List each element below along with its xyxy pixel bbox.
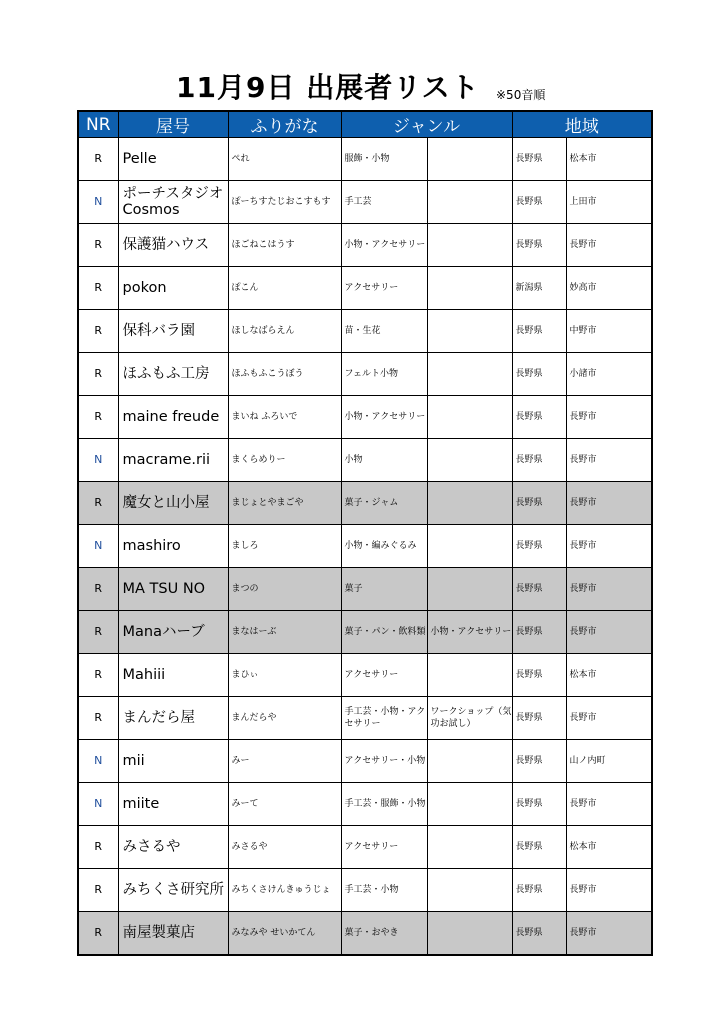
city: 松本市 (566, 654, 652, 697)
genre-primary: 服飾・小物 (341, 138, 427, 181)
genre-secondary (427, 740, 512, 783)
genre-secondary (427, 138, 512, 181)
genre-primary: 菓子・ジャム (341, 482, 427, 525)
table-row (78, 181, 652, 224)
furigana: まくらめりー (228, 439, 341, 482)
city: 小諸市 (566, 353, 652, 396)
nr-cell: R (78, 396, 118, 439)
genre-primary: 苗・生花 (341, 310, 427, 353)
furigana: みさるや (228, 826, 341, 869)
genre-secondary (427, 310, 512, 353)
genre-primary: 手工芸・服飾・小物 (341, 783, 427, 826)
furigana: ぽーちすたじおこすもす (228, 181, 341, 224)
table-row (78, 611, 652, 654)
nr-cell: N (78, 740, 118, 783)
shop-name: mashiro (118, 525, 228, 568)
furigana: まなはーぶ (228, 611, 341, 654)
city: 妙高市 (566, 267, 652, 310)
nr-cell: N (78, 525, 118, 568)
prefecture: 長野県 (512, 353, 566, 396)
genre-primary: 小物・編みぐるみ (341, 525, 427, 568)
prefecture: 長野県 (512, 482, 566, 525)
table-row (78, 783, 652, 826)
shop-name: maine freude (118, 396, 228, 439)
table-row (78, 396, 652, 439)
city: 長野市 (566, 224, 652, 267)
table-row (78, 267, 652, 310)
prefecture: 長野県 (512, 396, 566, 439)
genre-secondary (427, 568, 512, 611)
page-title: 11月9日 出展者リスト (176, 71, 480, 104)
shop-name: macrame.rii (118, 439, 228, 482)
genre-secondary: 小物・アクセサリー (427, 611, 512, 654)
table-row (78, 353, 652, 396)
prefecture: 長野県 (512, 869, 566, 912)
genre-primary: 手工芸・小物・アクセサリー (341, 697, 427, 740)
city: 長野市 (566, 568, 652, 611)
genre-secondary (427, 869, 512, 912)
genre-primary: フェルト小物 (341, 353, 427, 396)
header-area: 地域 (512, 111, 652, 138)
genre-secondary (427, 353, 512, 396)
furigana: ほふもふこうぼう (228, 353, 341, 396)
table-row (78, 439, 652, 482)
nr-cell: R (78, 138, 118, 181)
table-row (78, 654, 652, 697)
header-kana: ふりがな (228, 111, 341, 138)
prefecture: 長野県 (512, 611, 566, 654)
furigana: まつの (228, 568, 341, 611)
nr-cell: N (78, 181, 118, 224)
furigana: まいね ふろいで (228, 396, 341, 439)
genre-secondary (427, 826, 512, 869)
genre-primary: 小物 (341, 439, 427, 482)
genre-secondary (427, 439, 512, 482)
exhibitor-table (77, 110, 653, 956)
prefecture: 長野県 (512, 740, 566, 783)
furigana: みなみや せいかてん (228, 912, 341, 956)
genre-secondary (427, 267, 512, 310)
nr-cell: R (78, 654, 118, 697)
city: 松本市 (566, 826, 652, 869)
city: 長野市 (566, 525, 652, 568)
prefecture: 新潟県 (512, 267, 566, 310)
city: 長野市 (566, 482, 652, 525)
city: 山ノ内町 (566, 740, 652, 783)
shop-name: 南屋製菓店 (118, 912, 228, 956)
genre-secondary (427, 396, 512, 439)
furigana: ほごねこはうす (228, 224, 341, 267)
prefecture: 長野県 (512, 439, 566, 482)
prefecture: 長野県 (512, 912, 566, 956)
genre-secondary (427, 482, 512, 525)
city: 上田市 (566, 181, 652, 224)
genre-primary: 菓子 (341, 568, 427, 611)
prefecture: 長野県 (512, 568, 566, 611)
furigana: ぽこん (228, 267, 341, 310)
nr-cell: R (78, 826, 118, 869)
genre-primary: 手工芸 (341, 181, 427, 224)
prefecture: 長野県 (512, 310, 566, 353)
city: 長野市 (566, 611, 652, 654)
prefecture: 長野県 (512, 525, 566, 568)
nr-cell: R (78, 697, 118, 740)
nr-cell: R (78, 310, 118, 353)
nr-cell: R (78, 912, 118, 956)
prefecture: 長野県 (512, 826, 566, 869)
table-row (78, 224, 652, 267)
nr-cell: R (78, 267, 118, 310)
nr-cell: R (78, 869, 118, 912)
prefecture: 長野県 (512, 783, 566, 826)
nr-cell: R (78, 482, 118, 525)
nr-cell: N (78, 783, 118, 826)
furigana: まひぃ (228, 654, 341, 697)
prefecture: 長野県 (512, 697, 566, 740)
genre-primary: 手工芸・小物 (341, 869, 427, 912)
genre-primary: 小物・アクセサリー (341, 224, 427, 267)
nr-cell: R (78, 611, 118, 654)
prefecture: 長野県 (512, 654, 566, 697)
nr-cell: R (78, 568, 118, 611)
city: 中野市 (566, 310, 652, 353)
title-area (0, 66, 724, 110)
city: 長野市 (566, 697, 652, 740)
table-row (78, 697, 652, 740)
prefecture: 長野県 (512, 181, 566, 224)
city: 松本市 (566, 138, 652, 181)
genre-secondary (427, 783, 512, 826)
genre-primary: アクセサリー・小物 (341, 740, 427, 783)
city: 長野市 (566, 869, 652, 912)
genre-secondary: ワークショップ（気功お試し） (427, 697, 512, 740)
furigana: みー (228, 740, 341, 783)
nr-cell: R (78, 224, 118, 267)
genre-secondary (427, 224, 512, 267)
genre-secondary (427, 912, 512, 956)
table-row (78, 912, 652, 956)
shop-name: 魔女と山小屋 (118, 482, 228, 525)
nr-cell: N (78, 439, 118, 482)
furigana: まじょとやまごや (228, 482, 341, 525)
shop-name: mii (118, 740, 228, 783)
genre-primary: アクセサリー (341, 654, 427, 697)
furigana: ましろ (228, 525, 341, 568)
furigana: まんだらや (228, 697, 341, 740)
table-row (78, 138, 652, 181)
city: 長野市 (566, 912, 652, 956)
genre-primary: 小物・アクセサリー (341, 396, 427, 439)
header-nr: NR (78, 111, 118, 138)
furigana: みーて (228, 783, 341, 826)
shop-name: ポーチスタジオCosmos (118, 181, 228, 224)
shop-name: Pelle (118, 138, 228, 181)
shop-name: ほふもふ工房 (118, 353, 228, 396)
genre-secondary (427, 181, 512, 224)
prefecture: 長野県 (512, 138, 566, 181)
table-row (78, 869, 652, 912)
furigana: みちくさけんきゅうじょ (228, 869, 341, 912)
furigana: ほしなばらえん (228, 310, 341, 353)
shop-name: miite (118, 783, 228, 826)
shop-name: みさるや (118, 826, 228, 869)
sort-note: ※50音順 (496, 88, 546, 102)
furigana: ぺれ (228, 138, 341, 181)
genre-secondary (427, 654, 512, 697)
shop-name: Mahiii (118, 654, 228, 697)
city: 長野市 (566, 783, 652, 826)
genre-primary: 菓子・おやき (341, 912, 427, 956)
table-row (78, 482, 652, 525)
nr-cell: R (78, 353, 118, 396)
genre-primary: アクセサリー (341, 267, 427, 310)
prefecture: 長野県 (512, 224, 566, 267)
table-row (78, 740, 652, 783)
shop-name: pokon (118, 267, 228, 310)
shop-name: Manaハーブ (118, 611, 228, 654)
shop-name: MA TSU NO (118, 568, 228, 611)
genre-primary: 菓子・パン・飲料類 (341, 611, 427, 654)
city: 長野市 (566, 439, 652, 482)
header-genre: ジャンル (341, 111, 512, 138)
header-shop: 屋号 (118, 111, 228, 138)
shop-name: まんだら屋 (118, 697, 228, 740)
genre-primary: アクセサリー (341, 826, 427, 869)
table-header-row (78, 111, 652, 138)
shop-name: 保護猫ハウス (118, 224, 228, 267)
shop-name: みちくさ研究所 (118, 869, 228, 912)
genre-secondary (427, 525, 512, 568)
shop-name: 保科バラ園 (118, 310, 228, 353)
city: 長野市 (566, 396, 652, 439)
table-row (78, 826, 652, 869)
table-row (78, 525, 652, 568)
table-row (78, 568, 652, 611)
table-row (78, 310, 652, 353)
